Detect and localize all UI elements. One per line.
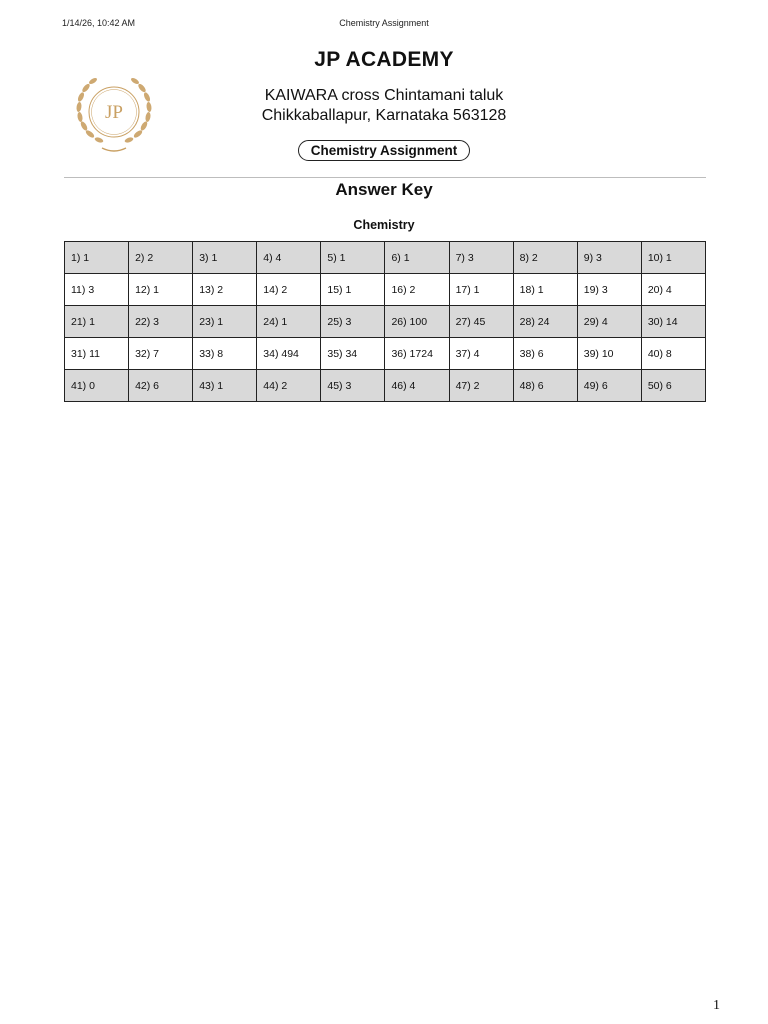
answer-cell: 20) 4 <box>641 274 705 306</box>
answer-cell: 14) 2 <box>257 274 321 306</box>
assignment-badge: Chemistry Assignment <box>298 140 470 161</box>
answer-cell: 8) 2 <box>513 242 577 274</box>
answer-cell: 10) 1 <box>641 242 705 274</box>
answer-cell: 13) 2 <box>193 274 257 306</box>
table-row <box>65 242 706 274</box>
answer-cell: 21) 1 <box>65 306 129 338</box>
answer-cell: 2) 2 <box>129 242 193 274</box>
answer-cell: 24) 1 <box>257 306 321 338</box>
answer-cell: 1) 1 <box>65 242 129 274</box>
answer-cell: 22) 3 <box>129 306 193 338</box>
table-row <box>65 338 706 370</box>
print-datetime: 1/14/26, 10:42 AM <box>62 18 136 28</box>
answer-cell: 11) 3 <box>65 274 129 306</box>
answer-cell: 50) 6 <box>641 370 705 402</box>
answer-cell: 41) 0 <box>65 370 129 402</box>
answer-cell: 23) 1 <box>193 306 257 338</box>
academy-logo <box>68 68 160 160</box>
answer-cell: 19) 3 <box>577 274 641 306</box>
academy-name: JP ACADEMY <box>314 48 454 71</box>
answer-cell: 39) 10 <box>577 338 641 370</box>
answer-cell: 38) 6 <box>513 338 577 370</box>
address-line-1: KAIWARA cross Chintamani taluk <box>264 87 504 104</box>
answer-cell: 7) 3 <box>449 242 513 274</box>
answer-cell: 26) 100 <box>385 306 449 338</box>
answer-cell: 37) 4 <box>449 338 513 370</box>
answer-cell: 40) 8 <box>641 338 705 370</box>
answer-cell: 4) 4 <box>257 242 321 274</box>
address-line-2: Chikkaballapur, Karnataka 563128 <box>261 107 507 124</box>
answer-cell: 27) 45 <box>449 306 513 338</box>
answer-cell: 46) 4 <box>385 370 449 402</box>
answer-cell: 25) 3 <box>321 306 385 338</box>
answer-cell: 30) 14 <box>641 306 705 338</box>
answer-cell: 36) 1724 <box>385 338 449 370</box>
subject-heading: Chemistry <box>353 218 415 232</box>
answer-cell: 47) 2 <box>449 370 513 402</box>
answer-cell: 3) 1 <box>193 242 257 274</box>
answer-cell: 34) 494 <box>257 338 321 370</box>
answer-cell: 9) 3 <box>577 242 641 274</box>
answer-key-heading: Answer Key <box>335 180 433 199</box>
answer-cell: 6) 1 <box>385 242 449 274</box>
page-number: 1 <box>713 998 720 1013</box>
answer-cell: 45) 3 <box>321 370 385 402</box>
answer-cell: 42) 6 <box>129 370 193 402</box>
print-header <box>0 18 768 32</box>
answer-cell: 12) 1 <box>129 274 193 306</box>
answer-cell: 44) 2 <box>257 370 321 402</box>
answer-cell: 29) 4 <box>577 306 641 338</box>
table-row <box>65 370 706 402</box>
print-title: Chemistry Assignment <box>339 18 429 28</box>
answer-cell: 49) 6 <box>577 370 641 402</box>
answer-cell: 15) 1 <box>321 274 385 306</box>
answer-cell: 35) 34 <box>321 338 385 370</box>
answer-cell: 17) 1 <box>449 274 513 306</box>
table-row <box>65 274 706 306</box>
answer-cell: 16) 2 <box>385 274 449 306</box>
answer-key-table <box>64 241 706 402</box>
answer-cell: 5) 1 <box>321 242 385 274</box>
answer-cell: 48) 6 <box>513 370 577 402</box>
logo-monogram: JP <box>105 102 123 123</box>
header-divider <box>64 177 706 178</box>
table-row <box>65 306 706 338</box>
answer-cell: 31) 11 <box>65 338 129 370</box>
answer-cell: 18) 1 <box>513 274 577 306</box>
answer-cell: 33) 8 <box>193 338 257 370</box>
answer-cell: 32) 7 <box>129 338 193 370</box>
answer-cell: 28) 24 <box>513 306 577 338</box>
answer-cell: 43) 1 <box>193 370 257 402</box>
